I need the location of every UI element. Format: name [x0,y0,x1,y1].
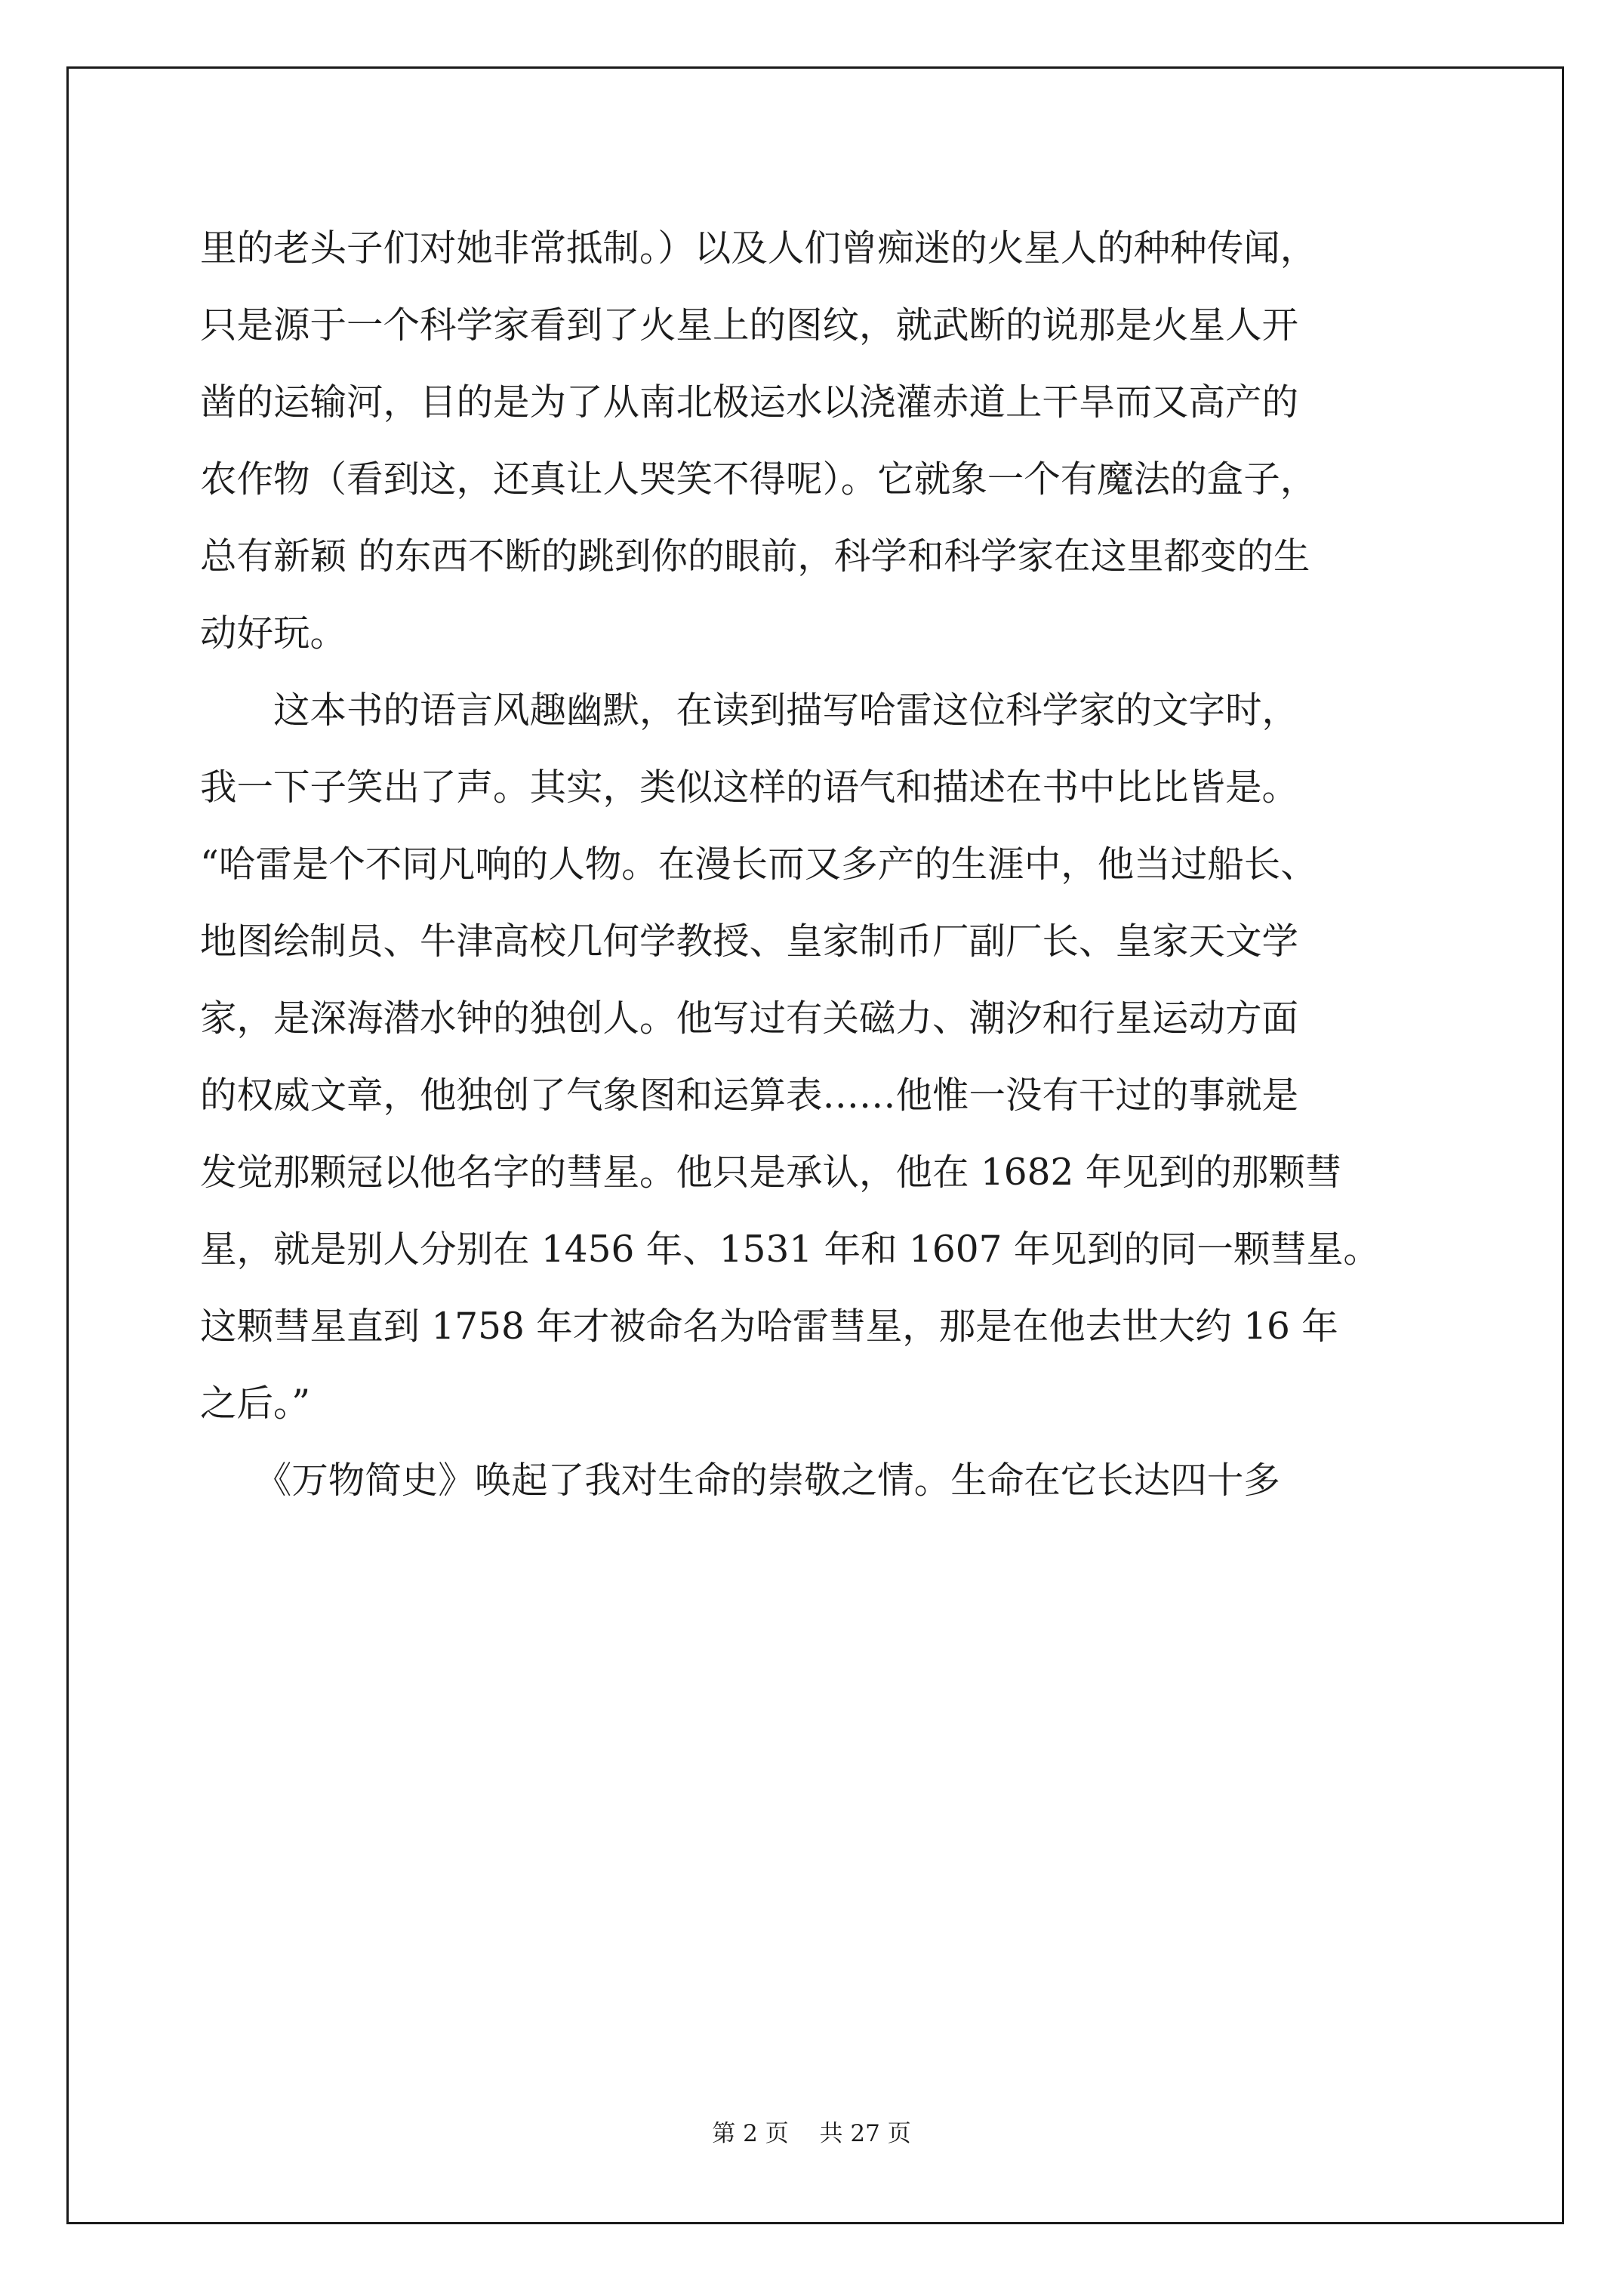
body-line: 地图绘制员、牛津高校几何学教授、皇家制币厂副厂长、皇家天文学 [200,920,1299,963]
body-line: 总有新颖 的东西不断的跳到你的眼前，科学和科学家在这里都变的生 [200,535,1310,578]
body-line: 星，就是别人分别在 1456 年、1531 年和 1607 年见到的同一颗彗星。 [200,1228,1380,1271]
body-line: 这本书的语言风趣幽默，在读到描写哈雷这位科学家的文字时， [200,689,1299,732]
document-body [200,210,1438,1519]
page-number-footer: 第 2 页 共 27 页 [712,2120,911,2147]
body-line: 里的老头子们对她非常抵制。）以及人们曾痴迷的火星人的种种传闻， [200,227,1317,270]
body-line: 农作物（看到这，还真让人哭笑不得呢）。它就象一个有魔法的盒子， [200,458,1317,501]
body-line: 凿的运输河，目的是为了从南北极运水以浇灌赤道上干旱而又高产的 [200,381,1299,424]
body-line: 之后。” [200,1382,311,1425]
body-line: 只是源于一个科学家看到了火星上的图纹，就武断的说那是火星人开 [200,304,1299,347]
body-line: 的权威文章，他独创了气象图和运算表……他惟一没有干过的事就是 [200,1074,1299,1117]
body-line: “哈雷是个不同凡响的人物。在漫长而又多产的生涯中，他当过船长、 [200,843,1317,886]
body-line: 这颗彗星直到 1758 年才被命名为哈雷彗星，那是在他去世大约 16 年 [200,1305,1338,1348]
body-line: 我一下子笑出了声。其实，类似这样的语气和描述在书中比比皆是。 [200,766,1299,809]
body-line: 发觉那颗冠以他名字的彗星。他只是承认，他在 1682 年见到的那颗彗 [200,1151,1342,1194]
body-line: 家，是深海潜水钟的独创人。他写过有关磁力、潮汐和行星运动方面 [200,997,1299,1040]
body-line: 《万物简史》唤起了我对生命的崇敬之情。生命在它长达四十多 [200,1459,1280,1502]
body-line: 动好玩。 [200,612,347,655]
